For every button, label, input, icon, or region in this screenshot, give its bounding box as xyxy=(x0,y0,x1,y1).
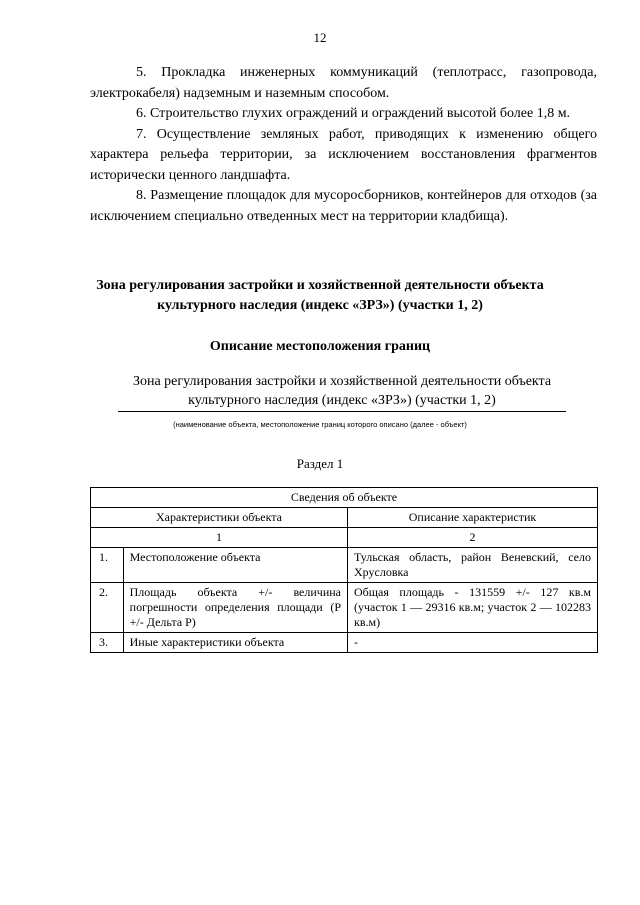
table-row xyxy=(91,583,598,633)
row-number: 2. xyxy=(91,583,124,633)
row-characteristic: Иные характеристики объекта xyxy=(123,633,347,653)
zone-title: Зона регулирования застройки и хозяйственной деятельности объекта культурного наследия (индекс «ЗРЗ») (участки 1, 2) xyxy=(96,278,544,313)
table-title-row xyxy=(91,488,598,508)
row-characteristic: Местоположение объекта xyxy=(123,548,347,583)
paragraph-7: 7. Осуществление земляных работ, приводящих к изменению общего характера рельефа территории, за исключением восстановления фрагментов исторически ценного ландшафта. xyxy=(90,126,597,183)
row-description: Общая площадь - 131559 +/- 127 кв.м (участок 1 — 29316 кв.м; участок 2 — 102283 кв.м) xyxy=(348,583,598,633)
row-description: Тульская область, район Веневский, село Хрусловка xyxy=(348,548,598,583)
section-label: Раздел 1 xyxy=(296,456,344,471)
column-header-description: Описание характеристик xyxy=(348,508,598,528)
object-info-table xyxy=(90,487,598,653)
paragraph-8: 8. Размещение площадок для мусоросборников, контейнеров для отходов (за исключением специально отведенных мест на территории кладбища). xyxy=(90,188,597,224)
section-heading: Описание местоположения границ xyxy=(209,339,431,354)
table-row xyxy=(91,633,598,653)
row-description: - xyxy=(348,633,598,653)
object-name-caption: (наименование объекта, местоположение границ которого описано (далее - объект) xyxy=(173,420,467,429)
paragraph-5: 5. Прокладка инженерных коммуникаций (теплотрасс, газопровода, электрокабеля) надземным и наземным способом. xyxy=(90,65,597,101)
table-row xyxy=(91,548,598,583)
paragraph-6: 6. Строительство глухих ограждений и ограждений высотой более 1,8 м. xyxy=(136,106,571,121)
table-number-row xyxy=(91,528,598,548)
column-number-1: 1 xyxy=(91,528,348,548)
row-number: 1. xyxy=(91,548,124,583)
column-header-characteristics: Характеристики объекта xyxy=(91,508,348,528)
table-header-row xyxy=(91,508,598,528)
table-title: Сведения об объекте xyxy=(91,488,598,508)
column-number-2: 2 xyxy=(348,528,598,548)
page-number: 12 xyxy=(313,30,327,45)
row-characteristic: Площадь объекта +/- величина погрешности определения площади (P +/- Дельта P) xyxy=(123,583,347,633)
restrictions-list xyxy=(90,63,597,227)
object-name: Зона регулирования застройки и хозяйственной деятельности объекта культурного наследия (индекс «ЗРЗ») (участки 1, 2) xyxy=(118,372,566,412)
row-number: 3. xyxy=(91,633,124,653)
